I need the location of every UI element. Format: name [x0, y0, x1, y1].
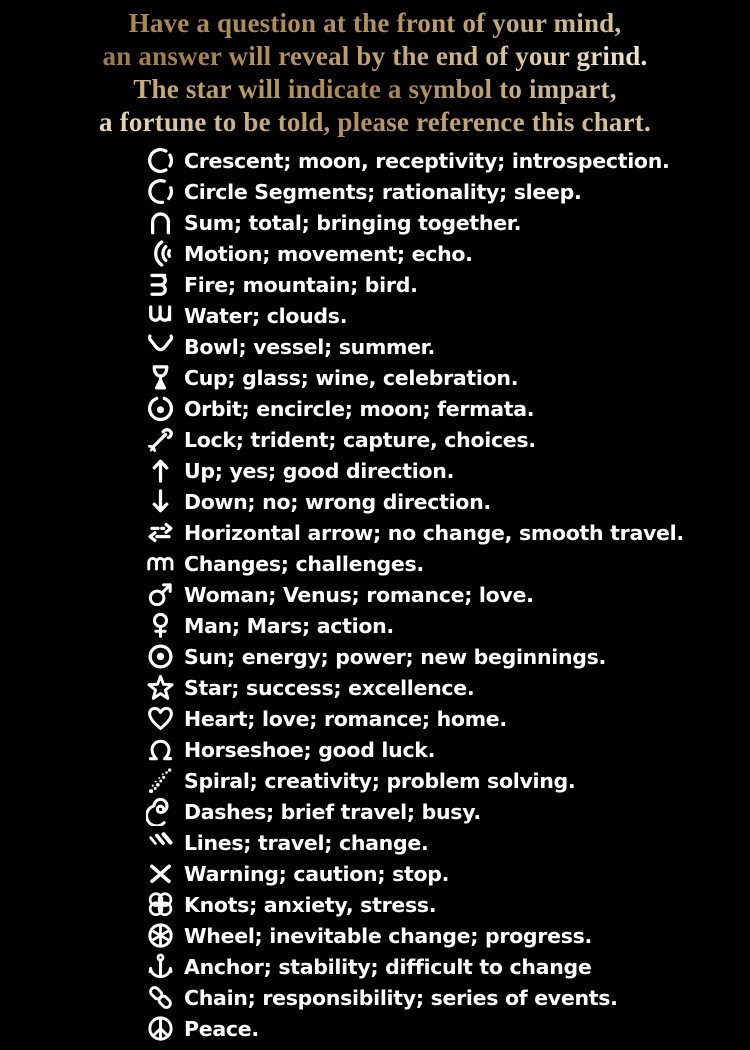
legend-text: Sun; energy; power; new beginnings.: [184, 644, 607, 669]
legend-text: Man; Mars; action.: [184, 613, 394, 638]
knots-icon: [137, 890, 184, 919]
changes-icon: [137, 549, 184, 578]
symbol-legend: [137, 145, 750, 1044]
legend-row: [137, 827, 750, 858]
legend-row: [137, 796, 750, 827]
legend-text: Horseshoe; good luck.: [184, 737, 436, 762]
lines-icon: [137, 828, 184, 857]
bowl-icon: [137, 332, 184, 361]
legend-text: Motion; movement; echo.: [184, 241, 473, 266]
up-arrow-icon: [137, 456, 184, 485]
legend-text: Anchor; stability; difficult to change: [184, 954, 592, 979]
legend-row: [137, 920, 750, 951]
legend-text: Heart; love; romance; home.: [184, 706, 507, 731]
legend-row: [137, 269, 750, 300]
legend-row: [137, 982, 750, 1013]
legend-row: [137, 672, 750, 703]
legend-row: [137, 300, 750, 331]
legend-text: Peace.: [184, 1016, 259, 1041]
legend-row: [137, 486, 750, 517]
legend-text: Bowl; vessel; summer.: [184, 334, 436, 359]
legend-row: [137, 641, 750, 672]
fire-icon: [137, 270, 184, 299]
legend-text: Chain; responsibility; series of events.: [184, 985, 618, 1010]
legend-row: [137, 207, 750, 238]
legend-text: Spiral; creativity; problem solving.: [184, 768, 576, 793]
legend-row: [137, 176, 750, 207]
legend-row: [137, 393, 750, 424]
poem-line-1: Have a question at the front of your mind,: [0, 7, 750, 40]
wheel-icon: [137, 921, 184, 950]
orbit-icon: [137, 394, 184, 423]
crescent-icon: [137, 146, 184, 175]
legend-row: [137, 858, 750, 889]
legend-text: Knots; anxiety, stress.: [184, 892, 437, 917]
legend-text: Horizontal arrow; no change, smooth travel.: [184, 520, 684, 545]
legend-row: [137, 517, 750, 548]
legend-text: Cup; glass; wine, celebration.: [184, 365, 519, 390]
legend-row: [137, 734, 750, 765]
legend-row: [137, 238, 750, 269]
legend-row: [137, 548, 750, 579]
legend-text: Down; no; wrong direction.: [184, 489, 491, 514]
cup-icon: [137, 363, 184, 392]
down-arrow-icon: [137, 487, 184, 516]
horizontal-arrow-icon: [137, 518, 184, 547]
legend-text: Circle Segments; rationality; sleep.: [184, 179, 582, 204]
legend-row: [137, 703, 750, 734]
legend-text: Orbit; encircle; moon; fermata.: [184, 396, 535, 421]
spiral-icon: [137, 766, 184, 795]
legend-text: Crescent; moon, receptivity; introspection.: [184, 148, 670, 173]
star-icon: [137, 673, 184, 702]
legend-row: [137, 362, 750, 393]
motion-icon: [137, 239, 184, 268]
legend-text: Star; success; excellence.: [184, 675, 475, 700]
legend-row: [137, 145, 750, 176]
legend-text: Woman; Venus; romance; love.: [184, 582, 534, 607]
legend-text: Lock; trident; capture, choices.: [184, 427, 536, 452]
mars-icon: [137, 580, 184, 609]
circle-segments-icon: [137, 177, 184, 206]
warning-icon: [137, 859, 184, 888]
legend-text: Dashes; brief travel; busy.: [184, 799, 481, 824]
sun-icon: [137, 642, 184, 671]
peace-icon: [137, 1014, 184, 1043]
anchor-icon: [137, 952, 184, 981]
legend-row: [137, 424, 750, 455]
lock-icon: [137, 425, 184, 454]
legend-text: Fire; mountain; bird.: [184, 272, 418, 297]
heart-icon: [137, 704, 184, 733]
legend-row: [137, 455, 750, 486]
legend-text: Lines; travel; change.: [184, 830, 429, 855]
legend-text: Sum; total; bringing together.: [184, 210, 522, 235]
legend-text: Up; yes; good direction.: [184, 458, 455, 483]
horseshoe-icon: [137, 735, 184, 764]
legend-row: [137, 889, 750, 920]
chain-icon: [137, 983, 184, 1012]
legend-text: Water; clouds.: [184, 303, 348, 328]
water-icon: [137, 301, 184, 330]
legend-row: [137, 331, 750, 362]
dashes-icon: [137, 797, 184, 826]
poem-line-3: The star will indicate a symbol to impart,: [0, 73, 750, 106]
legend-text: Warning; caution; stop.: [184, 861, 450, 886]
poem-line-4: a fortune to be told, please reference this chart.: [0, 106, 750, 139]
legend-text: Wheel; inevitable change; progress.: [184, 923, 592, 948]
legend-row: [137, 610, 750, 641]
legend-row: [137, 765, 750, 796]
legend-row: [137, 951, 750, 982]
legend-row: [137, 579, 750, 610]
sum-icon: [137, 208, 184, 237]
poem-line-2: an answer will reveal by the end of your grind.: [0, 40, 750, 73]
poem-header: [0, 0, 750, 139]
legend-row: [137, 1013, 750, 1044]
legend-text: Changes; challenges.: [184, 551, 424, 576]
venus-icon: [137, 611, 184, 640]
